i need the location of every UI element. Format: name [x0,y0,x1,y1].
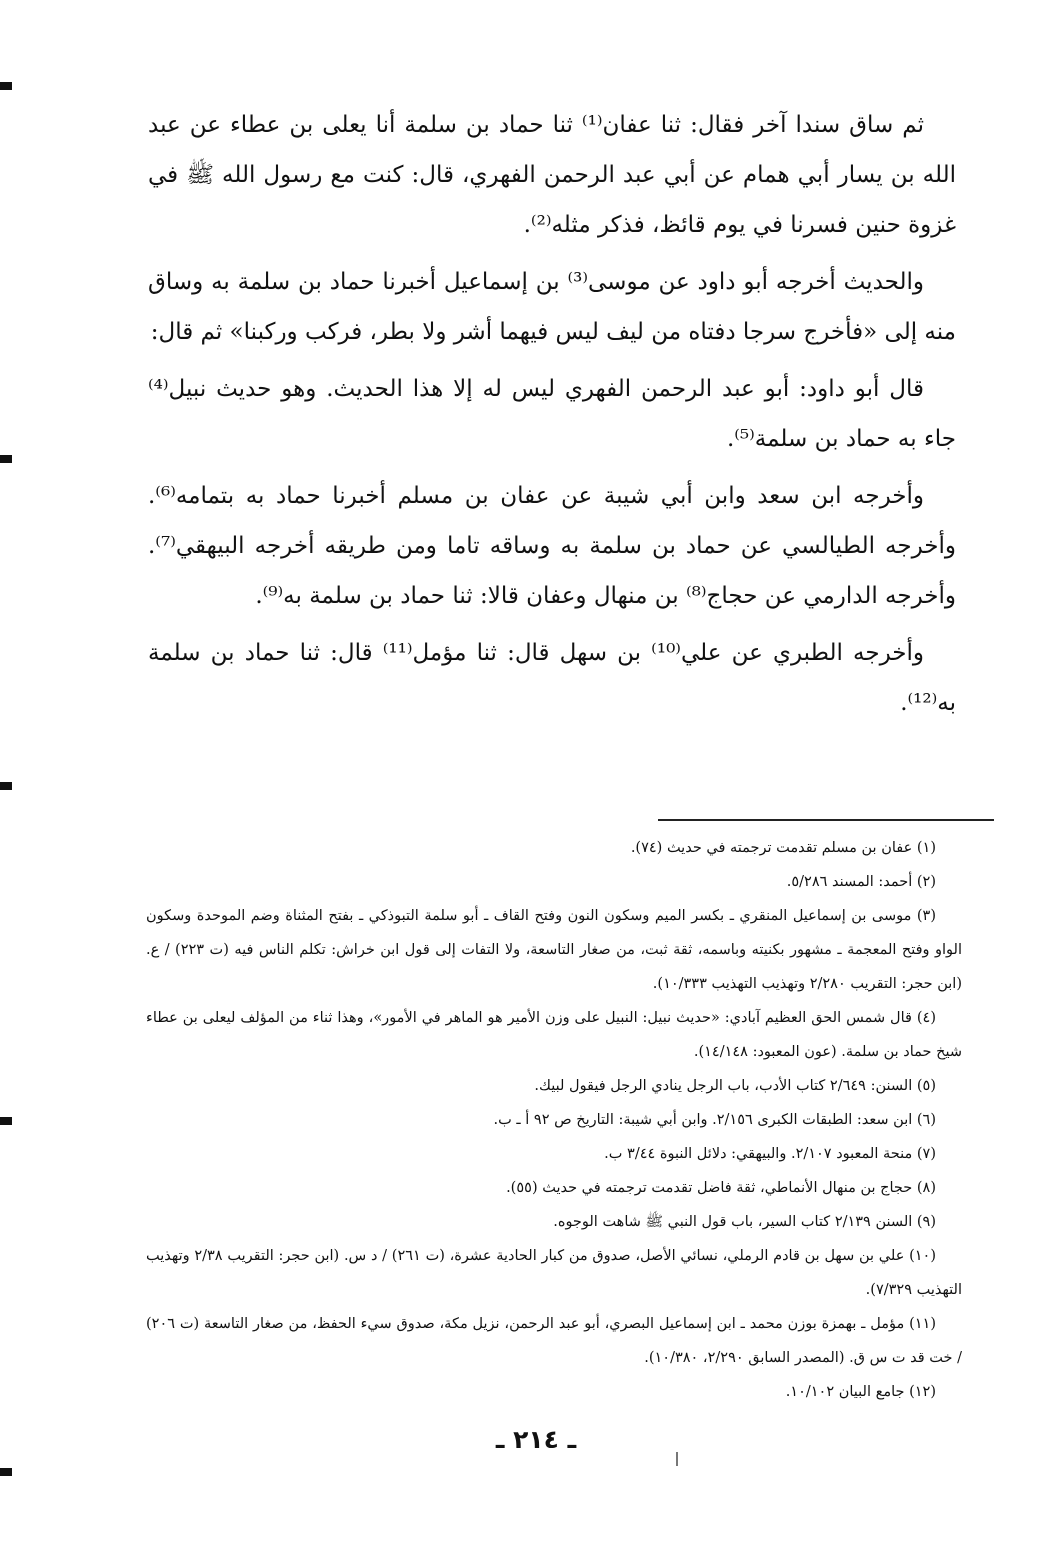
scan-speck [676,1452,678,1466]
scan-edge-mark [0,455,12,463]
scan-edge-mark [0,782,12,790]
footnote: (٣) موسى بن إسماعيل المنقري ـ بكسر الميم وسكون النون وفتح القاف ـ أبو سلمة التبوذكي ـ بفتح المثناة وضم الموحدة وسكون الواو وفتح المعجمة ـ مشهور بكنيته وباسمه، ثقة ثبت، من صغار التاسعة، ولا التفات إلى قول ابن خراش: تكلم الناس فيه (ت ٢٢٣) / ع. (ابن حجر: التقريب ٢/٢٨٠ وتهذيب التهذيب ١٠/٣٣٣). [146,908,962,992]
footnote: (١) عفان بن مسلم تقدمت ترجمته في حديث (٧٤). [630,840,936,856]
footnote: (٥) السنن: ٢/٦٤٩ كتاب الأدب، باب الرجل ينادي الرجل فيقول لبيك. [534,1078,936,1094]
main-text-body [148,100,956,728]
footnotes-section [146,831,962,1409]
footnote: (٨) حجاج بن منهال الأنماطي، ثقة فاضل تقدمت ترجمته في حديث (٥٥). [506,1180,936,1196]
footnote: (١٠) علي بن سهل بن قادم الرملي، نسائي الأصل، صدوق من كبار الحادية عشرة، (ت ٢٦١) / د س. (ابن حجر: التقريب ٢/٣٨ وتهذيب التهذيب ٧/٣٢٩). [146,1248,962,1298]
scan-edge-mark [0,82,12,90]
page-number: ـ ٢١٤ ـ [495,1425,577,1454]
main-paragraph: وأخرجه الطبري عن علي⁽¹⁰⁾ بن سهل قال: ثنا مؤمل⁽¹¹⁾ قال: ثنا حماد بن سلمة به⁽¹²⁾. [148,640,956,716]
footnote: (٧) منحة المعبود ٢/١٠٧. والبيهقي: دلائل النبوة ٣/٤٤ ب. [604,1146,936,1162]
footnote-divider [658,819,994,821]
footnote: (٦) ابن سعد: الطبقات الكبرى ٢/١٥٦. وابن أبي شيبة: التاريخ ص ٩٢ أ ـ ب. [493,1112,936,1128]
main-paragraph: والحديث أخرجه أبو داود عن موسى⁽³⁾ بن إسماعيل أخبرنا حماد بن سلمة به وساق منه إلى «فأخرج سرجا دفتاه من ليف ليس فيهما أشر ولا بطر، فركب وركبنا» ثم قال: [148,269,956,345]
scan-edge-mark [0,1468,12,1476]
main-paragraph: وأخرجه ابن سعد وابن أبي شيبة عن عفان بن مسلم أخبرنا حماد به بتمامه⁽⁶⁾. وأخرجه الطيالسي عن حماد بن سلمة به وساقه تاما ومن طريقه أخرجه البيهقي⁽⁷⁾. وأخرجه الدارمي عن حجاج⁽⁸⁾ بن منهال وعفان قالا: ثنا حماد بن سلمة به⁽⁹⁾. [148,483,956,609]
main-paragraph: ثم ساق سندا آخر فقال: ثنا عفان⁽¹⁾ ثنا حماد بن سلمة أنا يعلى بن عطاء عن عبد الله بن يسار أبي همام عن أبي عبد الرحمن الفهري، قال: كنت مع رسول الله ﷺ في غزوة حنين فسرنا في يوم قائظ، فذكر مثله⁽²⁾. [148,112,956,238]
main-paragraph: قال أبو داود: أبو عبد الرحمن الفهري ليس له إلا هذا الحديث. وهو حديث نبيل⁽⁴⁾ جاء به حماد بن سلمة⁽⁵⁾. [148,376,956,452]
scan-edge-mark [0,1117,12,1125]
footnote: (٩) السنن ٢/١٣٩ كتاب السير، باب قول النبي ﷺ شاهت الوجوه. [553,1214,936,1230]
footnote: (١٢) جامع البيان ١٠/١٠٢. [785,1384,936,1400]
footnote: (٢) أحمد: المسند ٥/٢٨٦. [786,874,936,890]
footnote: (٤) قال شمس الحق العظيم آبادي: «حديث نبيل: النبيل على وزن الأمير هو الماهر في الأمور»، وهذا ثناء من المؤلف ليعلى بن عطاء شيخ حماد بن سلمة. (عون المعبود: ١٤/١٤٨). [146,1010,962,1060]
footnote: (١١) مؤمل ـ بهمزة بوزن محمد ـ ابن إسماعيل البصري، أبو عبد الرحمن، نزيل مكة، صدوق سيء الحفظ، من صغار التاسعة (ت ٢٠٦) / خت قد ت س ق. (المصدر السابق ٢/٢٩٠، ١٠/٣٨٠). [146,1316,962,1366]
